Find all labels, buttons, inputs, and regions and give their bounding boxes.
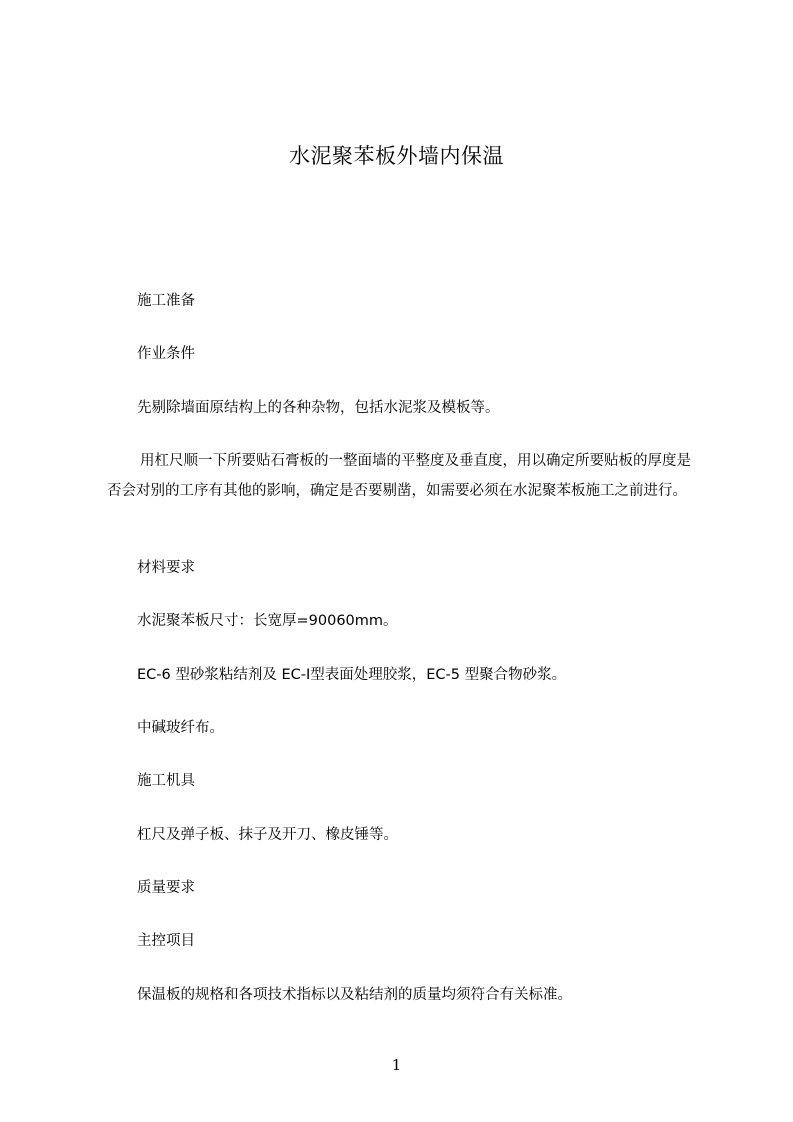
heading-quality-requirements: 质量要求: [137, 880, 195, 896]
page-number: 1: [391, 1056, 402, 1074]
heading-main-control-items: 主控项目: [137, 933, 195, 949]
paragraph-remove-debris: 先剔除墙面原结构上的各种杂物，包括水泥浆及模板等。: [137, 400, 500, 416]
heading-construction-prep: 施工准备: [137, 293, 195, 309]
heading-work-conditions: 作业条件: [137, 346, 195, 362]
paragraph-fiberglass-mesh: 中碱玻纤布。: [137, 720, 224, 736]
paragraph-standards-compliance: 保温板的规格和各项技术指标以及粘结剂的质量均须符合有关标准。: [137, 987, 572, 1003]
heading-material-requirements: 材料要求: [137, 560, 195, 576]
paragraph-board-size: 水泥聚苯板尺寸：长宽厚=90060mm。: [137, 613, 398, 629]
paragraph-tool-list: 杠尺及弹子板、抹子及开刀、橡皮锤等。: [137, 827, 398, 843]
paragraph-adhesives: EC-6 型砂浆粘结剂及 EC-Ⅰ型表面处理胶浆，EC-5 型聚合物砂浆。: [137, 667, 567, 683]
document-title: 水泥聚苯板外墙内保温: [289, 144, 504, 168]
paragraph-check-flatness: 用杠尺顺一下所要贴石膏板的一整面墙的平整度及垂直度，用以确定所要贴板的厚度是否会对别的工序有其他的影响，确定是否要剔凿，如需要必须在水泥聚苯板施工之前进行。: [107, 453, 691, 499]
heading-tools: 施工机具: [137, 773, 195, 789]
